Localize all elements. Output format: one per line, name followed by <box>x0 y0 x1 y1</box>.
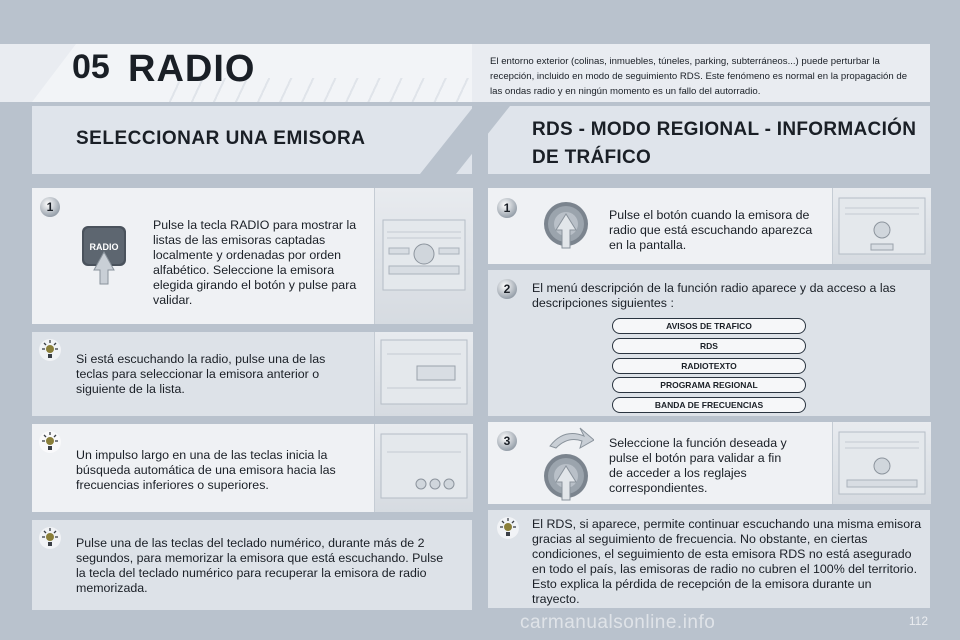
lightbulb-icon <box>37 337 63 363</box>
radio-unit-image <box>374 188 473 324</box>
step-badge-1: 1 <box>497 198 517 218</box>
chapter-number: 05 <box>72 48 110 86</box>
page-number: 112 <box>908 614 928 628</box>
rotary-knob-turn-icon <box>540 424 594 504</box>
radio-unit-image <box>374 332 473 416</box>
watermark: carmanualsonline.info <box>520 612 716 633</box>
lightbulb-icon <box>37 429 63 455</box>
right-step1-text: Pulse el botón cuando la emisora de radio que está escuchando aparezca en la pantalla. <box>609 208 813 252</box>
step-badge-2: 2 <box>497 279 517 299</box>
left-step1-text: Pulse la tecla RADIO para mostrar la listas de las emisoras captadas localmente y ordenadas por orden alfabético. Seleccione la emisora elegida girando el botón y pulse para validar. <box>153 218 357 307</box>
left-tip3-text: Pulse una de las teclas del teclado numérico, durante más de 2 segundos, para memorizar la emisora que está escuchando. Pulse la tecla del teclado numérico para recuperar la emisora de radio memorizada. <box>76 536 444 595</box>
menu-item-frequency-band[interactable]: BANDA DE FRECUENCIAS <box>612 397 806 413</box>
menu-item-radiotext[interactable]: RADIOTEXTO <box>612 358 806 374</box>
right-step2-text: El menú descripción de la función radio aparece y da acceso a las descripciones siguientes : <box>532 281 896 310</box>
left-tip1-text: Si está escuchando la radio, pulse una de las teclas para seleccionar la emisora anterior o siguiente de la lista. <box>76 352 326 396</box>
radio-unit-image <box>374 424 473 512</box>
right-tip-text: El RDS, si aparece, permite continuar escuchando una misma emisora gracias al seguimiento de frecuencia. No obstante, en ciertas condiciones, el seguimiento de esta emisora RDS no está asegurado en todo el país, las emisoras de radio no cubren el 100% del territorio. Esto explica la pérdida de recepción de la emisora durante un trayecto. <box>532 517 922 606</box>
radio-key-label: RADIO <box>89 242 119 252</box>
menu-item-regional[interactable]: PROGRAMA REGIONAL <box>612 377 806 393</box>
lightbulb-icon <box>37 525 63 551</box>
intro-text: El entorno exterior (colinas, inmuebles, túneles, parking, subterráneos...) puede perturbar la recepción, incluido en modo de seguimiento RDS. Este fenómeno es normal en la propagación de las ondas radio y en ningún momento es un fallo del autorradio. <box>490 56 908 97</box>
section-title-rds: RDS - MODO REGIONAL - INFORMACIÓN DE TRÁFICO <box>532 119 917 168</box>
step-badge-1: 1 <box>40 197 60 217</box>
radio-key-icon <box>80 224 130 270</box>
rotary-knob-icon <box>542 196 590 256</box>
chapter-title: RADIO <box>128 48 256 90</box>
right-step3-text: Seleccione la función deseada y pulse el botón para validar a fin de acceder a los reglajes correspondientes. <box>609 436 787 495</box>
step-badge-3: 3 <box>497 431 517 451</box>
menu-item-rds[interactable]: RDS <box>612 338 806 354</box>
section-title-select-station: SELECCIONAR UNA EMISORA <box>76 128 366 149</box>
menu-item-traffic[interactable]: AVISOS DE TRAFICO <box>612 318 806 334</box>
radio-unit-image <box>832 188 931 264</box>
radio-unit-image <box>832 422 931 504</box>
lightbulb-icon <box>495 515 521 541</box>
left-tip2-text: Un impulso largo en una de las teclas inicia la búsqueda automática de una emisora hacia las frecuencias inferiores o superiores. <box>76 448 336 492</box>
